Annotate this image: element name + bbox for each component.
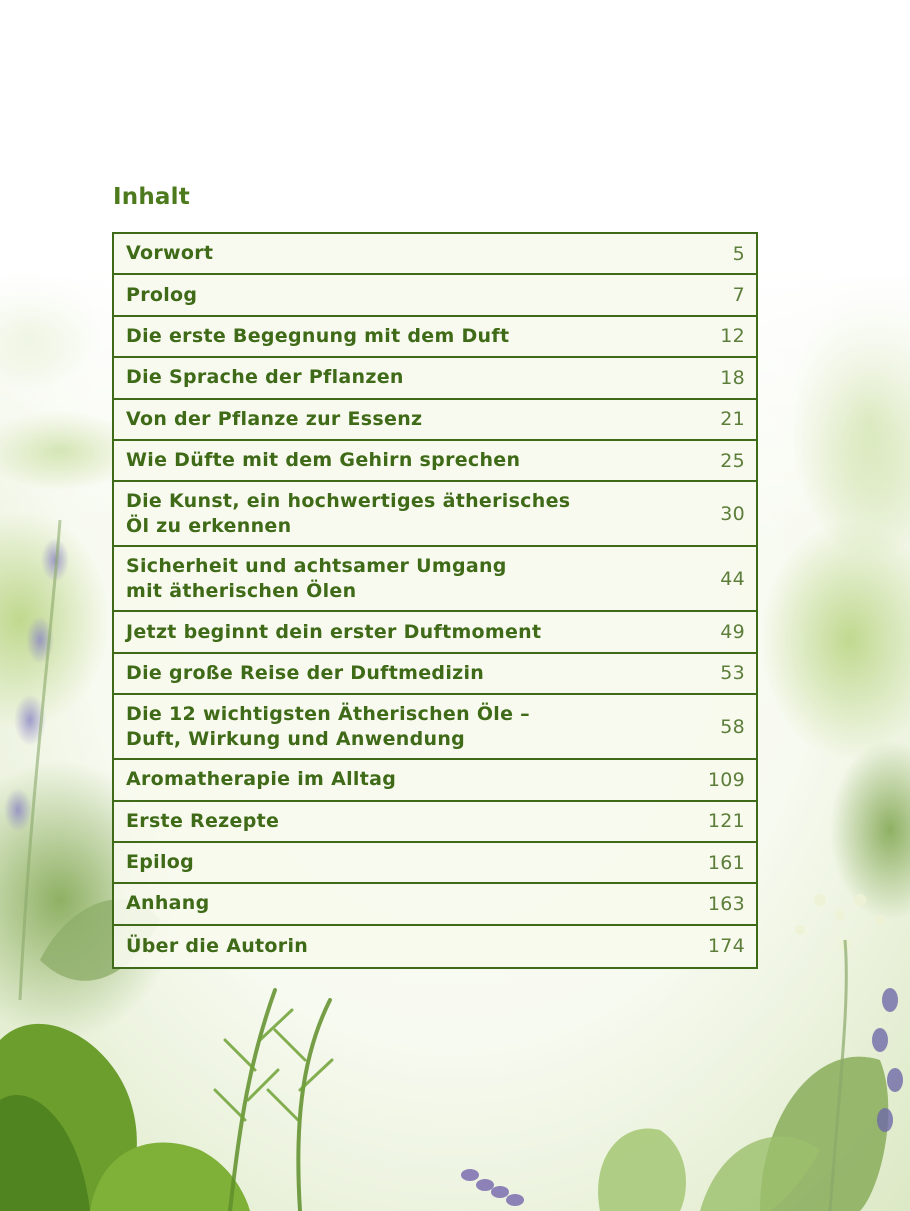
toc-entry-title: Die Kunst, ein hochwertiges ätherisches Öl zu erkennen [126, 489, 571, 537]
toc-entry[interactable] [114, 612, 756, 653]
toc-entry-page-number: 121 [707, 810, 745, 833]
toc-entry-page-number: 25 [720, 449, 745, 472]
toc-entry-title: Vorwort [126, 242, 214, 265]
toc-entry-page-number: 12 [720, 325, 745, 348]
toc-entry-title: Die Sprache der Pflanzen [126, 366, 404, 389]
toc-entry-title: Jetzt beginnt dein erster Duftmoment [126, 620, 542, 643]
toc-entry[interactable] [114, 317, 756, 358]
toc-entry-title: Die 12 wichtigsten Ätherischen Öle – Duft, Wirkung und Anwendung [126, 702, 530, 750]
toc-entry[interactable] [114, 234, 756, 275]
toc-entry-title: Aromatherapie im Alltag [126, 768, 397, 791]
toc-entry-page-number: 5 [732, 242, 745, 265]
toc-entry-title: Anhang [126, 892, 210, 915]
toc-entry[interactable] [114, 547, 756, 612]
toc-entry-title: Epilog [126, 851, 195, 874]
toc-entry-title: Wie Düfte mit dem Gehirn sprechen [126, 449, 521, 472]
toc-entry-page-number: 163 [707, 892, 745, 915]
toc-entry-page-number: 7 [732, 284, 745, 307]
toc-entry[interactable] [114, 275, 756, 316]
toc-entry-title: Die erste Begegnung mit dem Duft [126, 324, 510, 347]
toc-entry-page-number: 53 [720, 662, 745, 685]
toc-entry-page-number: 21 [720, 408, 745, 431]
toc-entry-title: Die große Reise der Duftmedizin [126, 661, 485, 684]
toc-entry-title: Von der Pflanze zur Essenz [126, 407, 423, 430]
toc-entry[interactable] [114, 695, 756, 760]
toc-entry[interactable] [114, 926, 756, 967]
toc-entry-title: Prolog [126, 283, 198, 306]
toc-entry-page-number: 109 [707, 768, 745, 791]
toc-entry[interactable] [114, 400, 756, 441]
table-of-contents [112, 232, 758, 969]
toc-heading: Inhalt [113, 184, 190, 210]
toc-entry[interactable] [114, 760, 756, 801]
toc-entry-page-number: 174 [707, 935, 745, 958]
toc-entry-page-number: 30 [720, 502, 745, 525]
toc-entry-page-number: 18 [720, 366, 745, 389]
toc-entry-page-number: 49 [720, 621, 745, 644]
toc-entry-page-number: 44 [720, 567, 745, 590]
toc-entry-title: Sicherheit und achtsamer Umgang mit ätherischen Ölen [126, 554, 507, 602]
toc-entry[interactable] [114, 884, 756, 925]
toc-entry-page-number: 161 [707, 851, 745, 874]
toc-entry[interactable] [114, 843, 756, 884]
toc-entry-page-number: 58 [720, 715, 745, 738]
toc-entry[interactable] [114, 482, 756, 547]
toc-entry-title: Über die Autorin [126, 934, 309, 957]
toc-entry[interactable] [114, 441, 756, 482]
toc-entry[interactable] [114, 358, 756, 399]
toc-entry-title: Erste Rezepte [126, 809, 280, 832]
toc-entry[interactable] [114, 654, 756, 695]
toc-entry[interactable] [114, 802, 756, 843]
